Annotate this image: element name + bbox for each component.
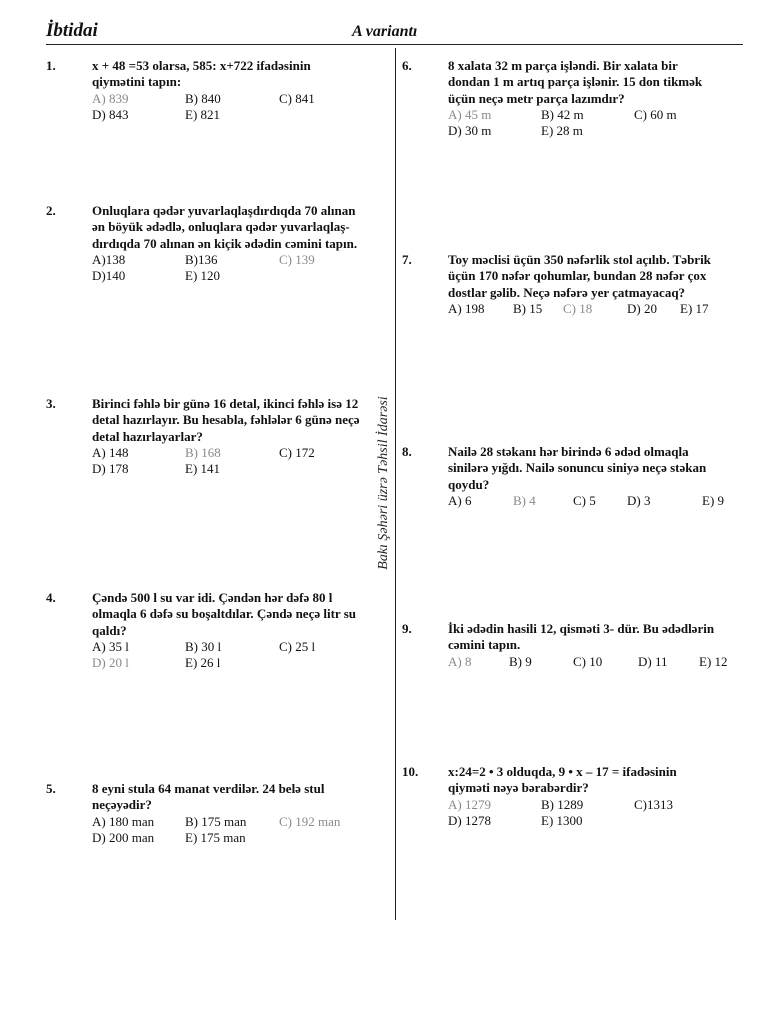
option-b[interactable]: B) 1289 xyxy=(541,797,584,812)
question-number: 8. xyxy=(402,444,412,459)
question-number: 10. xyxy=(402,764,419,779)
question-stem-line: Birinci fəhlə bir günə 16 detal, ikinci fəhlə isə 12 xyxy=(92,396,359,411)
level-title: İbtidai xyxy=(46,20,98,41)
option-d[interactable]: D) 11 xyxy=(638,654,668,669)
question-number: 2. xyxy=(46,203,56,218)
option-c[interactable]: C) 10 xyxy=(573,654,603,669)
option-a[interactable]: A) 198 xyxy=(448,301,485,316)
option-d[interactable]: D) 843 xyxy=(92,107,129,122)
question-stem-line: Toy məclisi üçün 350 nəfərlik stol açılıb. Təbrik xyxy=(448,252,711,267)
option-c[interactable]: C)1313 xyxy=(634,797,673,812)
option-c[interactable]: C) 192 man xyxy=(279,814,341,829)
option-e[interactable]: E) 120 xyxy=(185,268,221,283)
option-a[interactable]: A) 35 l xyxy=(92,639,129,654)
option-d[interactable]: D) 178 xyxy=(92,461,129,476)
question-stem-line: dırdıqda 70 alınan ən kiçik ədədin cəmini tapın. xyxy=(92,236,358,251)
question-stem-line: İki ədədin hasili 12, qisməti 3- dür. Bu ədədlərin xyxy=(448,621,715,636)
option-a[interactable]: A)138 xyxy=(92,252,126,267)
question-stem-line: üçün neçə metr parça lazımdır? xyxy=(448,91,625,106)
option-c[interactable]: C) 60 m xyxy=(634,107,677,122)
option-e[interactable]: E) 175 man xyxy=(185,830,246,845)
question-stem-line: sinilərə yığdı. Nailə sonuncu siniyə neçə stəkan xyxy=(448,460,707,475)
question-number: 4. xyxy=(46,590,56,605)
option-c[interactable]: C) 25 l xyxy=(279,639,316,654)
question-stem-line: detal hazırlayır. Bu hesabla, fəhlələr 6 günə neçə xyxy=(92,412,360,427)
option-d[interactable]: D) 30 m xyxy=(448,123,492,138)
question-stem-line: cəmini tapın. xyxy=(448,637,521,652)
option-b[interactable]: B) 4 xyxy=(513,493,536,508)
option-b[interactable]: B) 15 xyxy=(513,301,543,316)
option-a[interactable]: A) 839 xyxy=(92,91,129,106)
question-stem-line: detal hazırlayarlar? xyxy=(92,429,203,444)
question-stem-line: qoydu? xyxy=(448,477,490,492)
question-stem-line: 8 eyni stula 64 manat verdilər. 24 belə stul xyxy=(92,781,325,796)
option-e[interactable]: E) 28 m xyxy=(541,123,583,138)
option-c[interactable]: C) 5 xyxy=(573,493,596,508)
option-d[interactable]: D) 200 man xyxy=(92,830,155,845)
question-number: 1. xyxy=(46,58,56,73)
option-e[interactable]: E) 26 l xyxy=(185,655,221,670)
question-stem-line: qaldı? xyxy=(92,623,127,638)
option-a[interactable]: A) 6 xyxy=(448,493,472,508)
question-stem-line: Onluqlara qədər yuvarlaqlaşdırdıqda 70 alınan xyxy=(92,203,356,218)
option-c[interactable]: C) 139 xyxy=(279,252,315,267)
question-stem-line: dostlar gəlib. Neçə nəfərə yer çatmayacaq? xyxy=(448,285,686,300)
question-stem-line: qiyməti nəyə bərabərdir? xyxy=(448,780,589,795)
question-stem-line: 8 xalata 32 m parça işləndi. Bir xalata bir xyxy=(448,58,678,73)
option-d[interactable]: D)140 xyxy=(92,268,126,283)
question-stem-line: üçün 170 nəfər qohumlar, bundan 28 nəfər çox xyxy=(448,268,707,283)
question-number: 5. xyxy=(46,781,56,796)
question-stem-line: x:24=2 • 3 olduqda, 9 • x – 17 = ifadəsinin xyxy=(448,764,677,779)
option-a[interactable]: A) 8 xyxy=(448,654,472,669)
option-e[interactable]: E) 17 xyxy=(680,301,709,316)
question-number: 7. xyxy=(402,252,412,267)
question-stem-line: dondan 1 m artıq parça işlənir. 15 don tikmək xyxy=(448,74,703,89)
question-number: 6. xyxy=(402,58,412,73)
option-d[interactable]: D) 3 xyxy=(627,493,651,508)
question-stem-line: ən böyük ədədlə, onluqlara qədər yuvarlaqlaş- xyxy=(92,219,350,234)
question-stem-line: x + 48 =53 olarsa, 585: x+722 ifadəsinin xyxy=(92,58,311,73)
option-c[interactable]: C) 18 xyxy=(563,301,593,316)
question-number: 9. xyxy=(402,621,412,636)
vertical-org-label: Bakı Şəhəri üzrə Təhsil İdarəsi xyxy=(376,396,391,570)
option-b[interactable]: B) 175 man xyxy=(185,814,247,829)
option-c[interactable]: C) 172 xyxy=(279,445,315,460)
question-stem-line: Çəndə 500 l su var idi. Çəndən hər dəfə 80 l xyxy=(92,590,333,605)
option-b[interactable]: B) 168 xyxy=(185,445,221,460)
option-c[interactable]: C) 841 xyxy=(279,91,315,106)
question-stem-line: neçəyədir? xyxy=(92,797,152,812)
option-e[interactable]: E) 12 xyxy=(699,654,728,669)
question-stem-line: olmaqla 6 dəfə su boşaltdılar. Çəndə neçə litr su xyxy=(92,606,356,621)
option-e[interactable]: E) 821 xyxy=(185,107,221,122)
option-b[interactable]: B) 9 xyxy=(509,654,532,669)
question-number: 3. xyxy=(46,396,56,411)
option-b[interactable]: B)136 xyxy=(185,252,218,267)
option-d[interactable]: D) 20 xyxy=(627,301,657,316)
header-rule xyxy=(46,44,743,45)
option-b[interactable]: B) 30 l xyxy=(185,639,222,654)
question-stem-line: qiymətini tapın: xyxy=(92,74,182,89)
column-divider xyxy=(395,48,396,920)
option-a[interactable]: A) 180 man xyxy=(92,814,155,829)
question-stem-line: Nailə 28 stəkanı hər birində 6 ədəd olmaqla xyxy=(448,444,689,459)
option-e[interactable]: E) 9 xyxy=(702,493,725,508)
option-b[interactable]: B) 840 xyxy=(185,91,221,106)
option-a[interactable]: A) 1279 xyxy=(448,797,491,812)
option-b[interactable]: B) 42 m xyxy=(541,107,584,122)
option-e[interactable]: E) 1300 xyxy=(541,813,583,828)
variant-title: A variantı xyxy=(352,23,418,40)
option-d[interactable]: D) 20 l xyxy=(92,655,129,670)
option-a[interactable]: A) 148 xyxy=(92,445,129,460)
option-a[interactable]: A) 45 m xyxy=(448,107,492,122)
option-d[interactable]: D) 1278 xyxy=(448,813,491,828)
option-e[interactable]: E) 141 xyxy=(185,461,221,476)
